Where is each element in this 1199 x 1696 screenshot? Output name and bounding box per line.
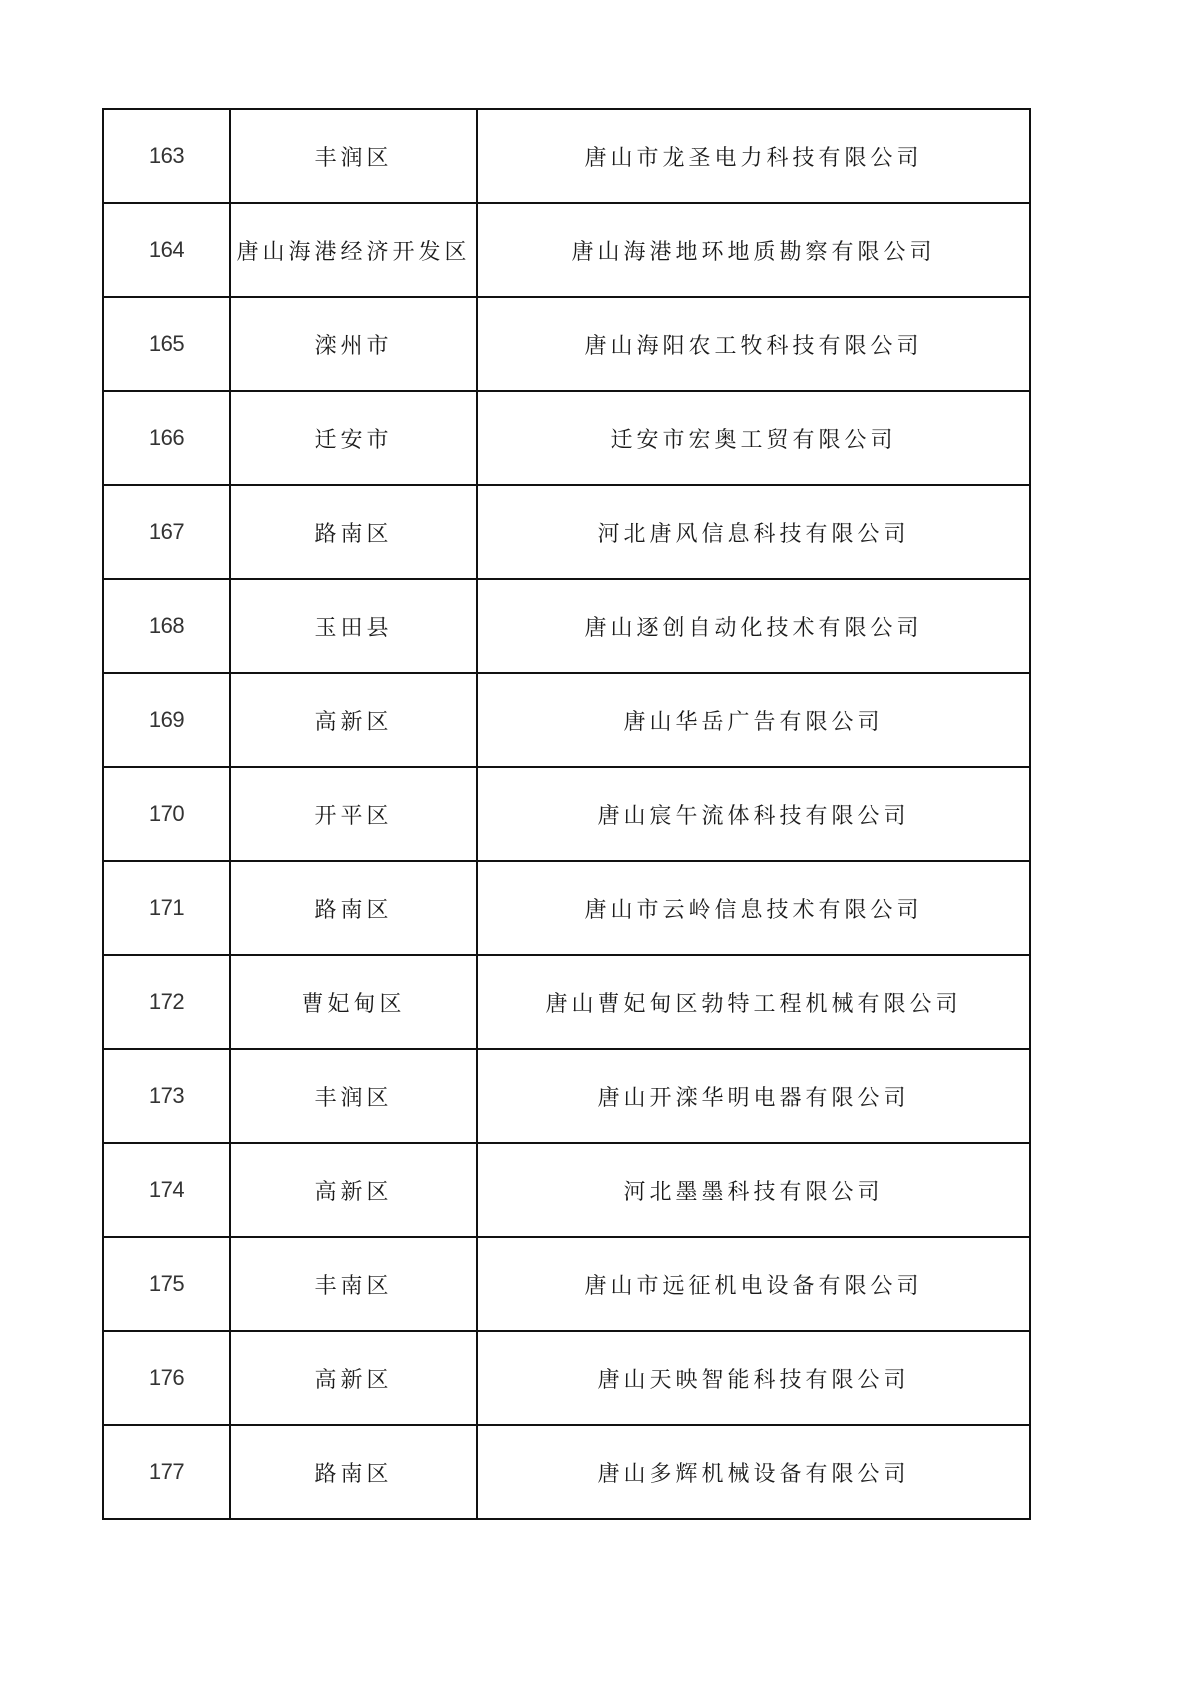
company-cell: 河北唐风信息科技有限公司 bbox=[477, 485, 1030, 579]
company-cell: 河北墨墨科技有限公司 bbox=[477, 1143, 1030, 1237]
region-cell: 路南区 bbox=[230, 485, 477, 579]
table-row bbox=[103, 767, 1030, 861]
row-number: 166 bbox=[103, 391, 230, 485]
company-cell: 唐山市龙圣电力科技有限公司 bbox=[477, 109, 1030, 203]
table-row bbox=[103, 297, 1030, 391]
region-cell: 丰润区 bbox=[230, 109, 477, 203]
company-cell: 唐山天映智能科技有限公司 bbox=[477, 1331, 1030, 1425]
row-number: 174 bbox=[103, 1143, 230, 1237]
region-cell: 滦州市 bbox=[230, 297, 477, 391]
region-cell: 高新区 bbox=[230, 673, 477, 767]
row-number: 176 bbox=[103, 1331, 230, 1425]
table-row bbox=[103, 1331, 1030, 1425]
row-number: 177 bbox=[103, 1425, 230, 1519]
region-cell: 高新区 bbox=[230, 1331, 477, 1425]
region-cell: 高新区 bbox=[230, 1143, 477, 1237]
row-number: 165 bbox=[103, 297, 230, 391]
region-cell: 迁安市 bbox=[230, 391, 477, 485]
table-row bbox=[103, 203, 1030, 297]
region-cell: 玉田县 bbox=[230, 579, 477, 673]
table-row bbox=[103, 579, 1030, 673]
company-cell: 唐山海阳农工牧科技有限公司 bbox=[477, 297, 1030, 391]
table-row bbox=[103, 485, 1030, 579]
table-row bbox=[103, 1049, 1030, 1143]
company-cell: 唐山宸午流体科技有限公司 bbox=[477, 767, 1030, 861]
table-row bbox=[103, 109, 1030, 203]
table-row bbox=[103, 391, 1030, 485]
region-cell: 开平区 bbox=[230, 767, 477, 861]
table-row bbox=[103, 1237, 1030, 1331]
company-cell: 唐山曹妃甸区勃特工程机械有限公司 bbox=[477, 955, 1030, 1049]
region-cell: 唐山海港经济开发区 bbox=[230, 203, 477, 297]
company-cell: 唐山逐创自动化技术有限公司 bbox=[477, 579, 1030, 673]
row-number: 171 bbox=[103, 861, 230, 955]
company-cell: 唐山华岳广告有限公司 bbox=[477, 673, 1030, 767]
region-cell: 丰润区 bbox=[230, 1049, 477, 1143]
table-row bbox=[103, 1425, 1030, 1519]
company-cell: 唐山市云岭信息技术有限公司 bbox=[477, 861, 1030, 955]
table-row bbox=[103, 1143, 1030, 1237]
company-cell: 唐山开滦华明电器有限公司 bbox=[477, 1049, 1030, 1143]
region-cell: 曹妃甸区 bbox=[230, 955, 477, 1049]
table-row bbox=[103, 861, 1030, 955]
row-number: 175 bbox=[103, 1237, 230, 1331]
region-cell: 路南区 bbox=[230, 861, 477, 955]
company-cell: 唐山市远征机电设备有限公司 bbox=[477, 1237, 1030, 1331]
row-number: 169 bbox=[103, 673, 230, 767]
row-number: 164 bbox=[103, 203, 230, 297]
company-cell: 唐山海港地环地质勘察有限公司 bbox=[477, 203, 1030, 297]
company-cell: 唐山多辉机械设备有限公司 bbox=[477, 1425, 1030, 1519]
company-list-table bbox=[102, 108, 1031, 1520]
row-number: 170 bbox=[103, 767, 230, 861]
row-number: 167 bbox=[103, 485, 230, 579]
table-row bbox=[103, 673, 1030, 767]
row-number: 172 bbox=[103, 955, 230, 1049]
region-cell: 路南区 bbox=[230, 1425, 477, 1519]
table-row bbox=[103, 955, 1030, 1049]
region-cell: 丰南区 bbox=[230, 1237, 477, 1331]
row-number: 163 bbox=[103, 109, 230, 203]
row-number: 168 bbox=[103, 579, 230, 673]
row-number: 173 bbox=[103, 1049, 230, 1143]
company-cell: 迁安市宏奥工贸有限公司 bbox=[477, 391, 1030, 485]
